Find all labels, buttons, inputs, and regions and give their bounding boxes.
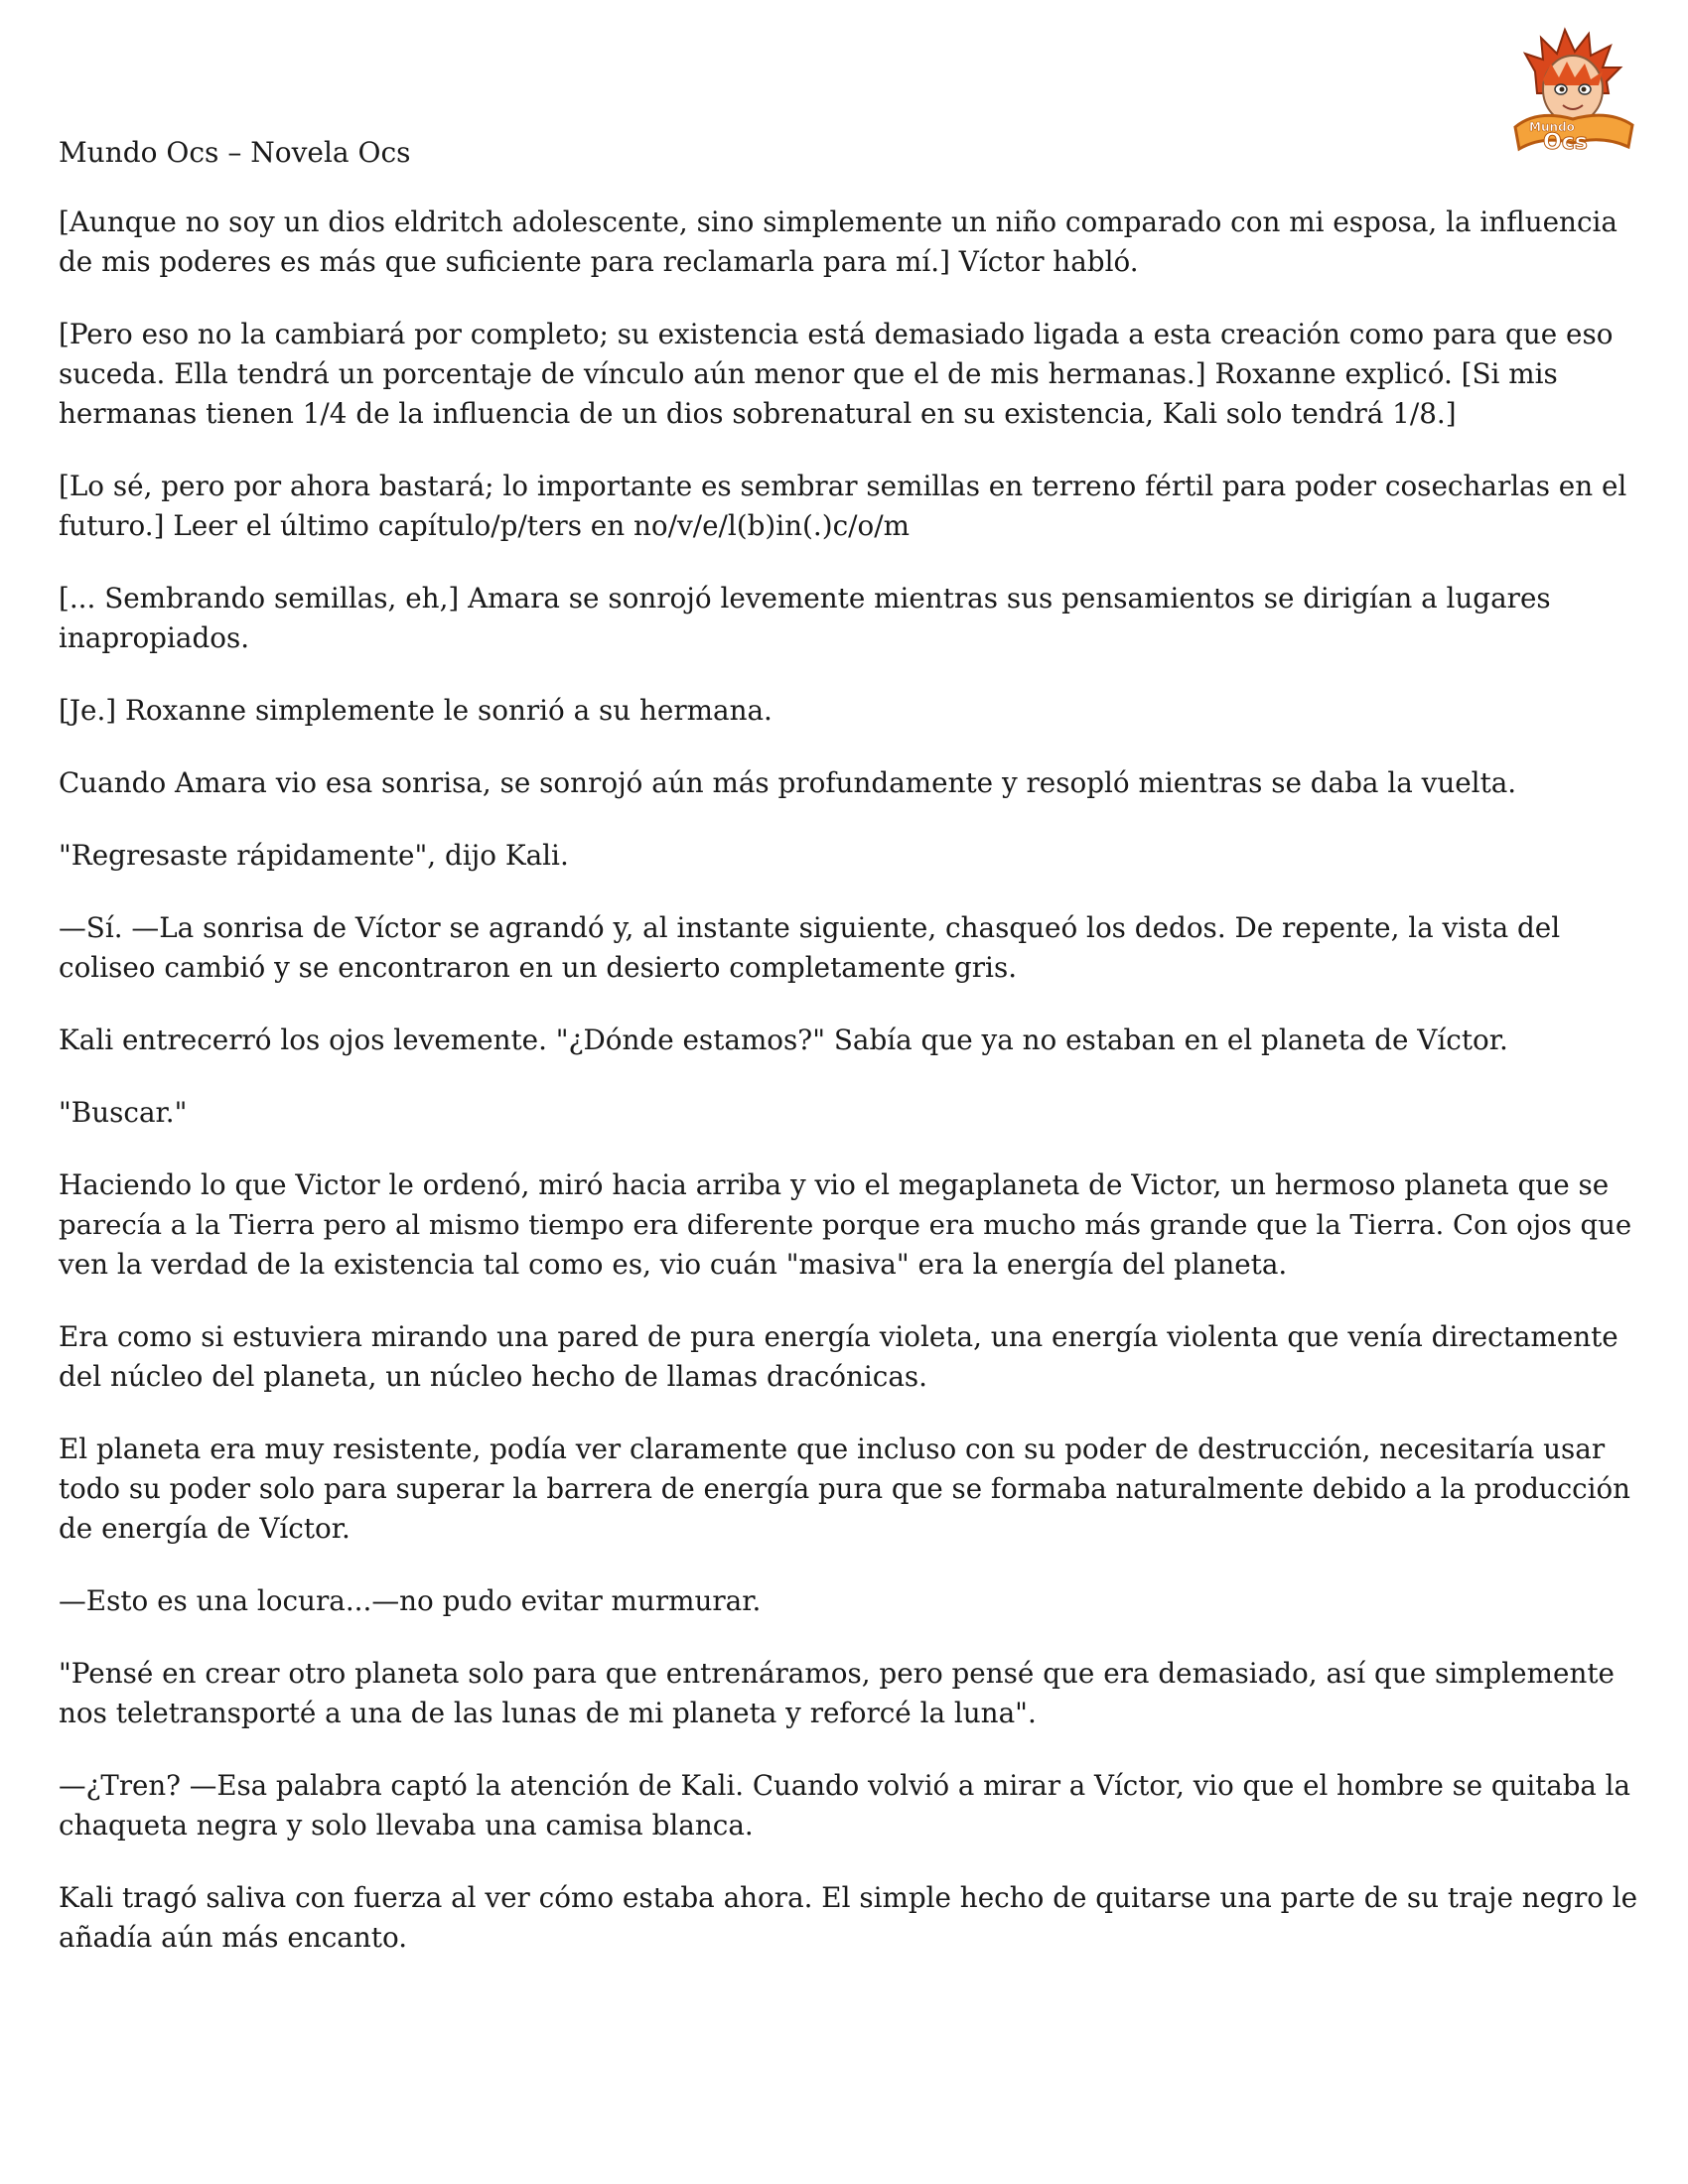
paragraph-line: [Pero eso no la cambiará por completo; su existencia está demasiado ligada a esta creación como para que eso (59, 318, 1614, 350)
paragraph-line: añadía aún más encanto. (59, 1921, 408, 1954)
paragraph (59, 836, 1639, 876)
paragraph-line: "Regresaste rápidamente", dijo Kali. (59, 839, 569, 872)
paragraph-line: Cuando Amara vio esa sonrisa, se sonrojó aún más profundamente y resopló mientras se daba la vuelta. (59, 766, 1517, 799)
paragraph (59, 691, 1639, 731)
paragraph-line: [Je.] Roxanne simplemente le sonrió a su hermana. (59, 694, 773, 727)
paragraph (59, 315, 1639, 434)
paragraph-line: [Lo sé, pero por ahora bastará; lo importante es sembrar semillas en terreno fértil para poder cosecharlas en el (59, 470, 1627, 502)
paragraph-line: todo su poder solo para superar la barrera de energía pura que se formaba naturalmente debido a la producción (59, 1472, 1630, 1505)
paragraph (59, 1093, 1639, 1133)
paragraph (59, 1430, 1639, 1549)
paragraph (59, 908, 1639, 988)
paragraph-line: Haciendo lo que Victor le ordenó, miró hacia arriba y vio el megaplaneta de Victor, un hermoso planeta que se (59, 1168, 1610, 1201)
paragraph-line: inapropiados. (59, 621, 250, 654)
paragraph-line: coliseo cambió y se encontraron en un desierto completamente gris. (59, 951, 1018, 984)
paragraph-line: —¿Tren? —Esa palabra captó la atención de Kali. Cuando volvió a mirar a Víctor, vio que el hombre se quitaba la (59, 1769, 1630, 1802)
paragraph-line: suceda. Ella tendrá un porcentaje de vínculo aún menor que el de mis hermanas.] Roxanne explicó. [Si mis (59, 357, 1558, 390)
logo-mascot-icon (1507, 24, 1638, 155)
paragraph-line: El planeta era muy resistente, podía ver claramente que incluso con su poder de destrucción, necesitaría usar (59, 1433, 1606, 1465)
svg-text:Ocs: Ocs (1543, 130, 1588, 155)
paragraph-line: del núcleo del planeta, un núcleo hecho de llamas dracónicas. (59, 1360, 928, 1393)
paragraph (59, 203, 1639, 282)
paragraph-line: —Esto es una locura...—no pudo evitar murmurar. (59, 1584, 762, 1617)
paragraph-line: ven la verdad de la existencia tal como es, vio cuán "masiva" era la energía del planeta. (59, 1248, 1288, 1281)
paragraph-line: [Aunque no soy un dios eldritch adolescente, sino simplemente un niño comparado con mi esposa, la influencia (59, 205, 1618, 238)
paragraph (59, 1021, 1639, 1060)
paragraph-line: —Sí. —La sonrisa de Víctor se agrandó y, al instante siguiente, chasqueó los dedos. De repente, la vista del (59, 911, 1561, 944)
paragraph-line: parecía a la Tierra pero al mismo tiempo era diferente porque era mucho más grande que la Tierra. Con ojos que (59, 1209, 1632, 1241)
svg-text:Mundo: Mundo (1529, 120, 1575, 134)
paragraph-line: nos teletransporté a una de las lunas de mi planeta y reforcé la luna". (59, 1697, 1037, 1729)
mundo-ocs-logo (1507, 24, 1638, 155)
paragraph (59, 1766, 1639, 1845)
paragraph-line: de mis poderes es más que suficiente para reclamarla para mí.] Víctor habló. (59, 245, 1139, 278)
paragraph (59, 1878, 1639, 1958)
paragraph (59, 1165, 1639, 1285)
paragraph (59, 1581, 1639, 1621)
paragraph (59, 467, 1639, 546)
paragraph (59, 579, 1639, 658)
paragraph (59, 763, 1639, 803)
paragraph-line: Era como si estuviera mirando una pared de pura energía violeta, una energía violenta que venía directamente (59, 1320, 1618, 1353)
paragraph (59, 1317, 1639, 1397)
paragraph-line: "Buscar." (59, 1096, 188, 1129)
paragraph-line: de energía de Víctor. (59, 1512, 351, 1545)
paragraph-line: [... Sembrando semillas, eh,] Amara se sonrojó levemente mientras sus pensamientos se dirigían a lugares (59, 582, 1551, 614)
paragraph-line: "Pensé en crear otro planeta solo para que entrenáramos, pero pensé que era demasiado, así que simplemente (59, 1657, 1615, 1690)
page-header-title: Mundo Ocs – Novela Ocs (59, 136, 411, 169)
paragraph-line: Kali tragó saliva con fuerza al ver cómo estaba ahora. El simple hecho de quitarse una parte de su traje negro le (59, 1881, 1638, 1914)
document-body (59, 203, 1639, 1990)
paragraph-line: futuro.] Leer el último capítulo/p/ters en no/v/e/l(b)in(.)c/o/m (59, 509, 910, 542)
paragraph-line: chaqueta negra y solo llevaba una camisa blanca. (59, 1809, 754, 1842)
paragraph (59, 1654, 1639, 1733)
paragraph-line: hermanas tienen 1/4 de la influencia de un dios sobrenatural en su existencia, Kali solo tendrá 1/8.] (59, 397, 1457, 430)
paragraph-line: Kali entrecerró los ojos levemente. "¿Dónde estamos?" Sabía que ya no estaban en el planeta de Víctor. (59, 1024, 1508, 1056)
